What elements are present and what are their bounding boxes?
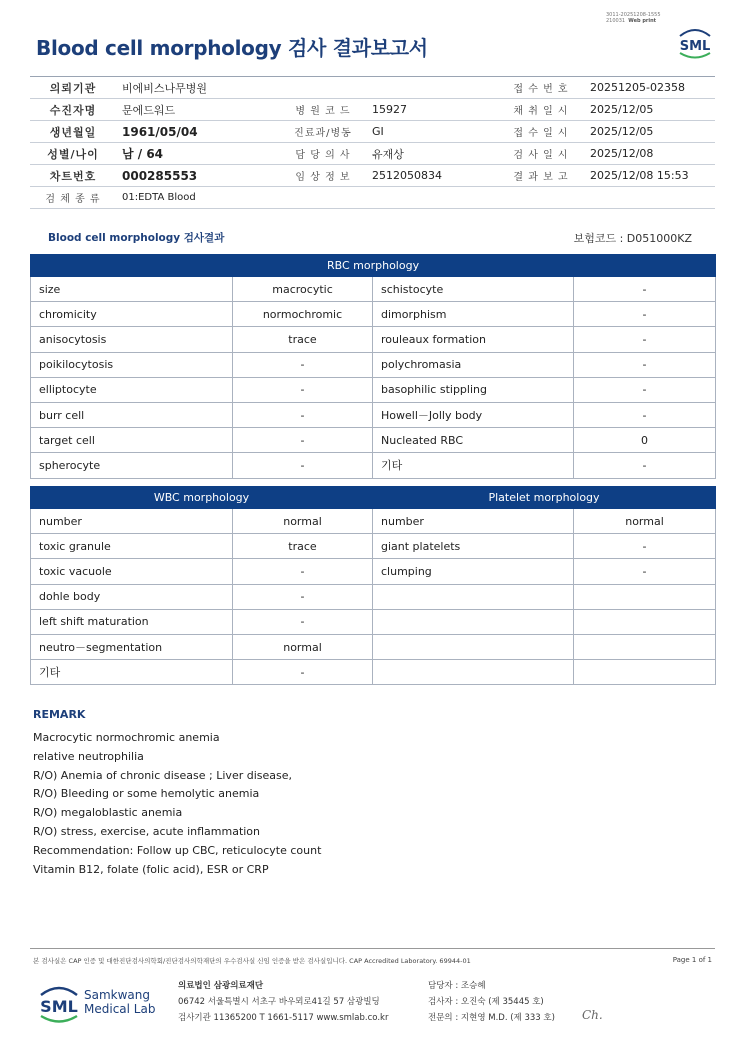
info-label: 생년월일 — [30, 121, 116, 143]
table-row — [31, 377, 716, 402]
table-row — [31, 302, 716, 327]
item-result: normal — [233, 634, 373, 659]
patient-info-table — [30, 76, 715, 209]
info-label: 접 수 번 호 — [498, 77, 584, 99]
info-value: 2512050834 — [366, 165, 498, 187]
organization-info — [178, 978, 388, 1026]
remark-line: R/O) Bleeding or some hemolytic anemia — [33, 787, 260, 801]
item-result — [574, 634, 716, 659]
item-result: normochromic — [233, 302, 373, 327]
page-title: Blood cell morphology 검사 결과보고서 — [36, 36, 428, 60]
info-value: 000285553 — [116, 165, 280, 187]
brand-line2: Medical Lab — [84, 1002, 156, 1016]
remark-line: R/O) stress, exercise, acute inflammation — [33, 824, 261, 838]
info-label: 의뢰기관 — [30, 77, 116, 99]
specimen-label: 검 체 종 류 — [30, 187, 116, 209]
info-value: 남 / 64 — [116, 143, 280, 165]
table-row — [31, 402, 716, 427]
table-row — [31, 352, 716, 377]
item-result: - — [574, 559, 716, 584]
info-value — [366, 77, 498, 99]
item-result: - — [233, 609, 373, 634]
info-value: 20251205-02358 — [584, 77, 715, 99]
table-row — [31, 509, 716, 534]
rbc-header: RBC morphology — [31, 255, 716, 277]
item-result: - — [574, 534, 716, 559]
sml-logo-icon — [676, 26, 714, 60]
item-name: neutro－segmentation — [31, 634, 233, 659]
info-label — [280, 77, 366, 99]
info-label: 검 사 일 시 — [498, 143, 584, 165]
svg-text:SML: SML — [679, 39, 711, 54]
insurance-code: 보험코드 : D051000KZ — [573, 232, 692, 245]
staff-info — [428, 978, 555, 1026]
remark-body — [33, 729, 321, 879]
item-result: macrocytic — [233, 277, 373, 302]
table-row — [31, 534, 716, 559]
info-row — [30, 187, 715, 209]
item-name: polychromasia — [373, 352, 574, 377]
item-name: number — [373, 509, 574, 534]
table-row — [31, 327, 716, 352]
info-value: GI — [366, 121, 498, 143]
remark-line: Vitamin B12, folate (folic acid), ESR or CRP — [33, 862, 269, 876]
table-row — [31, 634, 716, 659]
item-name: elliptocyte — [31, 377, 233, 402]
info-label: 수진자명 — [30, 99, 116, 121]
print-code — [606, 12, 661, 24]
info-value: 문에드워드 — [116, 99, 280, 121]
item-name: clumping — [373, 559, 574, 584]
item-name: schistocyte — [373, 277, 574, 302]
info-row — [30, 77, 715, 99]
platelet-header: Platelet morphology — [373, 487, 716, 509]
info-row — [30, 99, 715, 121]
info-row — [30, 143, 715, 165]
item-result: - — [233, 453, 373, 478]
item-result — [574, 584, 716, 609]
info-row — [30, 165, 715, 187]
staff-line: 담당자 : 조승혜 — [428, 981, 486, 991]
item-result: - — [574, 402, 716, 427]
info-label: 결 과 보 고 — [498, 165, 584, 187]
item-name — [373, 584, 574, 609]
item-name: chromicity — [31, 302, 233, 327]
table-row — [31, 609, 716, 634]
item-result: 0 — [574, 428, 716, 453]
remark-line: Macrocytic normochromic anemia — [33, 731, 220, 744]
sml-footer-logo-icon — [36, 982, 82, 1026]
item-name: spherocyte — [31, 453, 233, 478]
info-value: 유재상 — [366, 143, 498, 165]
print-code-line1: 3011-20251208-1555 — [606, 12, 661, 18]
info-label: 채 취 일 시 — [498, 99, 584, 121]
results-section-title: Blood cell morphology 검사결과 — [48, 232, 225, 244]
item-result: - — [233, 660, 373, 685]
info-label: 성별/나이 — [30, 143, 116, 165]
info-value: 15927 — [366, 99, 498, 121]
item-name: number — [31, 509, 233, 534]
item-name: 기타 — [373, 453, 574, 478]
footer-brand — [84, 988, 155, 1016]
wbc-platelet-morphology-table — [30, 486, 716, 685]
info-value: 2025/12/05 — [584, 121, 715, 143]
item-name: target cell — [31, 428, 233, 453]
table-row — [31, 584, 716, 609]
info-label: 임 상 정 보 — [280, 165, 366, 187]
item-result: - — [233, 428, 373, 453]
item-name — [373, 609, 574, 634]
item-name: Howell－Jolly body — [373, 402, 574, 427]
item-name: basophilic stippling — [373, 377, 574, 402]
print-code-line2: 210031 — [606, 18, 626, 24]
remark-line: Recommendation: Follow up CBC, reticulocyte count — [33, 843, 322, 857]
item-name: dohle body — [31, 584, 233, 609]
item-result: - — [233, 352, 373, 377]
item-name: dimorphism — [373, 302, 574, 327]
item-result: trace — [233, 534, 373, 559]
info-label: 병 원 코 드 — [280, 99, 366, 121]
item-result — [574, 660, 716, 685]
info-value: 2025/12/08 15:53 — [584, 165, 715, 187]
item-result: - — [574, 277, 716, 302]
item-result: - — [574, 453, 716, 478]
item-result: - — [233, 559, 373, 584]
item-name — [373, 634, 574, 659]
page-number: Page 1 of 1 — [672, 956, 712, 964]
brand-line1: Samkwang — [84, 988, 150, 1002]
item-name: Nucleated RBC — [373, 428, 574, 453]
org-address: 06742 서울특별시 서초구 바우뫼로41길 57 삼광빌딩 — [178, 997, 380, 1007]
staff-line: 검사자 : 오진숙 (제 35445 호) — [428, 997, 544, 1007]
item-name: 기타 — [31, 660, 233, 685]
item-result: normal — [233, 509, 373, 534]
table-row — [31, 660, 716, 685]
item-result: - — [233, 402, 373, 427]
info-row — [30, 121, 715, 143]
table-row — [31, 428, 716, 453]
table-row — [31, 559, 716, 584]
remark-line: R/O) megaloblastic anemia — [33, 806, 183, 820]
info-value: 2025/12/05 — [584, 99, 715, 121]
org-name: 의료법인 삼광의료재단 — [178, 981, 264, 991]
info-label: 차트번호 — [30, 165, 116, 187]
item-result: - — [233, 584, 373, 609]
item-name: anisocytosis — [31, 327, 233, 352]
item-result: normal — [574, 509, 716, 534]
remark-title: REMARK — [33, 708, 86, 721]
info-label: 진료과/병동 — [280, 121, 366, 143]
item-name — [373, 660, 574, 685]
svg-text:SML: SML — [40, 997, 78, 1016]
item-result: - — [574, 327, 716, 352]
remark-line: relative neutrophilia — [33, 749, 144, 763]
info-value: 비에비스나무병원 — [116, 77, 280, 99]
item-name: poikilocytosis — [31, 352, 233, 377]
item-name: rouleaux formation — [373, 327, 574, 352]
item-result: - — [574, 377, 716, 402]
rbc-morphology-table — [30, 254, 716, 479]
org-contact: 검사기관 11365200 T 1661-5117 www.smlab.co.kr — [178, 1013, 389, 1023]
item-result: trace — [233, 327, 373, 352]
item-name: giant platelets — [373, 534, 574, 559]
table-row — [31, 277, 716, 302]
info-label: 담 당 의 사 — [280, 143, 366, 165]
item-name: left shift maturation — [31, 609, 233, 634]
item-name: toxic granule — [31, 534, 233, 559]
footer-divider — [30, 948, 715, 949]
staff-line: 전문의 : 지현영 M.D. (제 333 호) — [428, 1013, 555, 1023]
info-value: 2025/12/08 — [584, 143, 715, 165]
info-value: 1961/05/04 — [116, 121, 280, 143]
signature: Ch. — [582, 1008, 603, 1022]
remark-line: R/O) Anemia of chronic disease ; Liver disease, — [33, 768, 292, 782]
specimen-value: 01:EDTA Blood — [116, 187, 715, 209]
info-label: 접 수 일 시 — [498, 121, 584, 143]
print-mode: Web print — [628, 18, 657, 24]
item-name: toxic vacuole — [31, 559, 233, 584]
item-name: size — [31, 277, 233, 302]
item-result: - — [233, 377, 373, 402]
item-name: burr cell — [31, 402, 233, 427]
item-result: - — [574, 302, 716, 327]
accreditation-note: 본 검사실은 CAP 인증 및 대한진단검사의학회/진단검사의학재단의 우수검사실 신임 인증을 받은 검사실입니다. CAP Accredited Laboratory. 69944-01 — [33, 957, 471, 965]
table-row — [31, 453, 716, 478]
item-result: - — [574, 352, 716, 377]
wbc-header: WBC morphology — [31, 487, 373, 509]
item-result — [574, 609, 716, 634]
